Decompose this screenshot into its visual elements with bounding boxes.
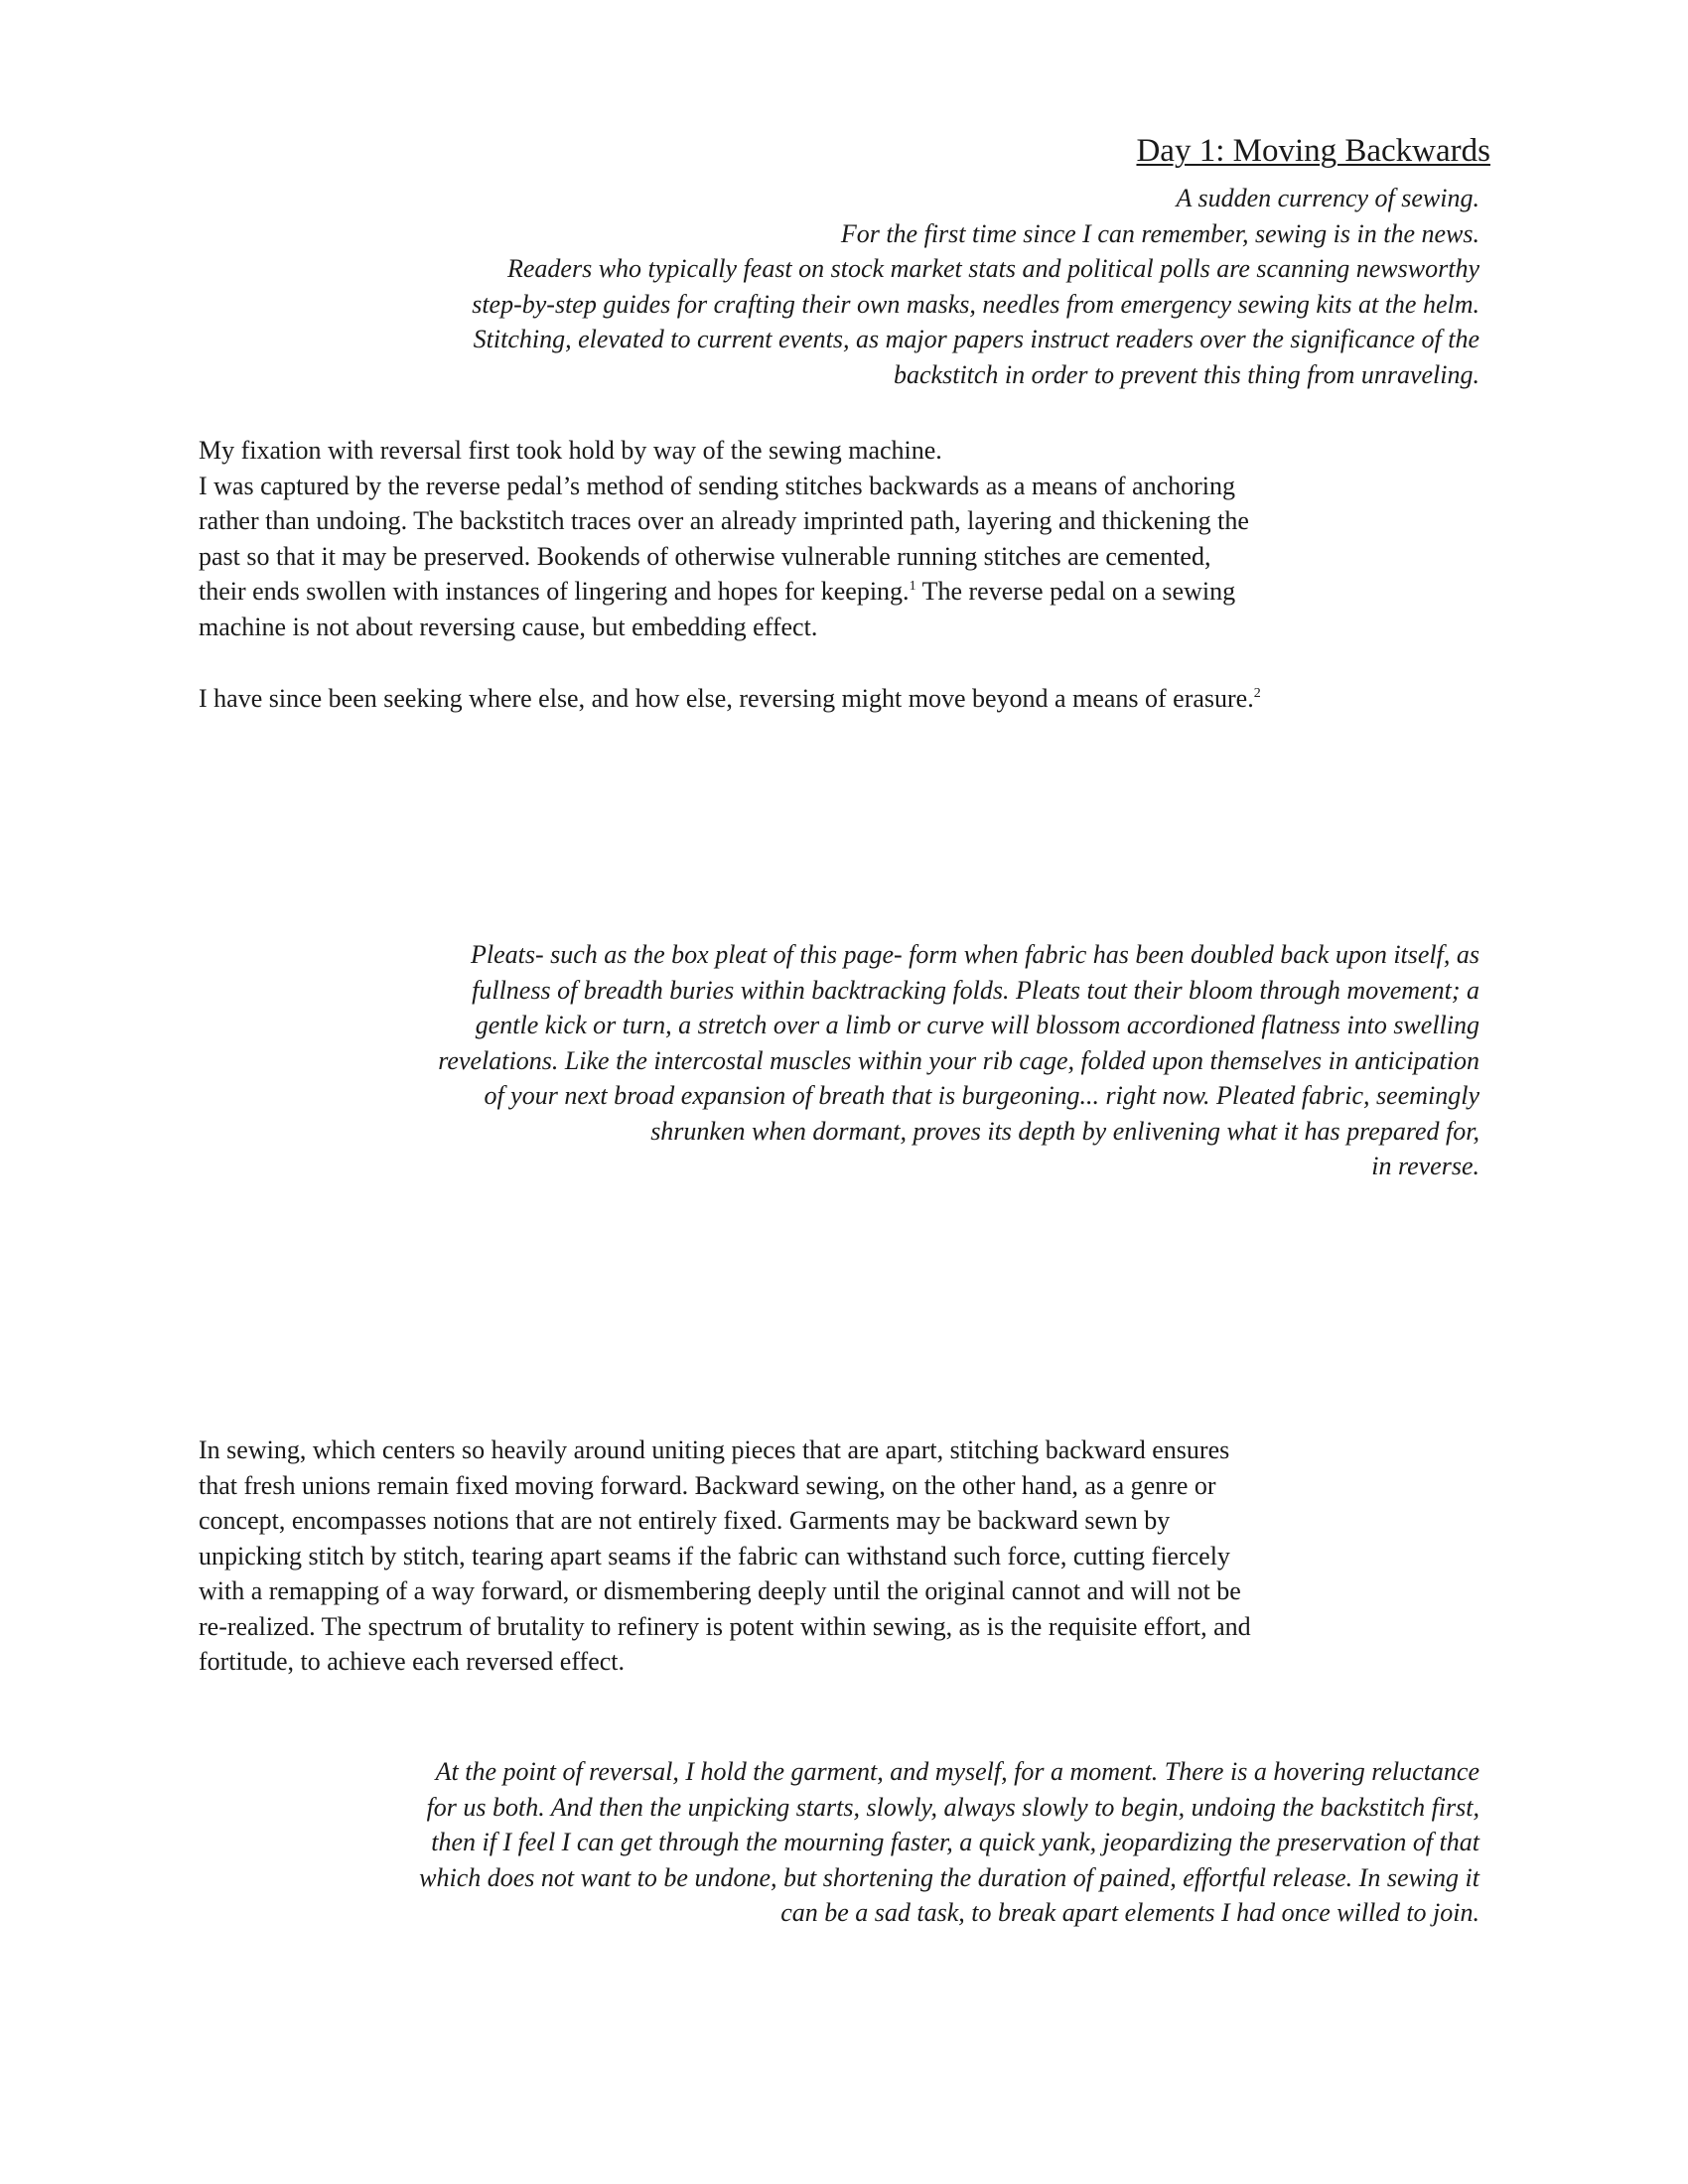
paragraph-line: In sewing, which centers so heavily around uniting pieces that are apart, stitching backward ensures (199, 1435, 1230, 1464)
paragraph-line: unpicking stitch by stitch, tearing apart seams if the fabric can withstand such force, cutting fiercely (199, 1541, 1230, 1570)
reversal-line: which does not want to be undone, but shortening the duration of pained, effortful release. In sewing it (419, 1862, 1479, 1892)
page-title: Day 1: Moving Backwards (1136, 133, 1490, 169)
pleats-line: shrunken when dormant, proves its depth by enlivening what it has prepared for, (650, 1116, 1479, 1146)
pleats-line: in reverse. (1371, 1152, 1479, 1180)
intro-epigraph (199, 181, 1479, 392)
intro-line: step-by-step guides for crafting their own masks, needles from emergency sewing kits at the helm. (472, 289, 1479, 319)
pleats-line: gentle kick or turn, a stretch over a limb or curve will blossom accordioned flatness into swelling (475, 1011, 1479, 1039)
intro-line: Stitching, elevated to current events, as major papers instruct readers over the significance of the (473, 325, 1479, 353)
line-text: I have since been seeking where else, and how else, reversing might move beyond a means of erasure. (199, 684, 1254, 713)
pleats-line: of your next broad expansion of breath that is burgeoning... right now. Pleated fabric, seemingly (484, 1081, 1479, 1110)
paragraph-line: rather than undoing. The backstitch traces over an already imprinted path, layering and thickening the (199, 506, 1249, 535)
line-text: The reverse pedal on a sewing (915, 577, 1236, 606)
paragraph-line: machine is not about reversing cause, but embedding effect. (199, 612, 818, 641)
intro-line: A sudden currency of sewing. (1176, 184, 1479, 212)
intro-line: backstitch in order to prevent this thing from unraveling. (894, 359, 1479, 389)
pleats-line: revelations. Like the intercostal muscles within your rib cage, folded upon themselves in anticipation (438, 1045, 1479, 1075)
paragraph-line: that fresh unions remain fixed moving forward. Backward sewing, on the other hand, as a genre or (199, 1470, 1216, 1500)
body-paragraph-backward-sewing (199, 1433, 1479, 1680)
intro-line: For the first time since I can remember, sewing is in the news. (840, 218, 1479, 248)
paragraph-line: past so that it may be preserved. Bookends of otherwise vulnerable running stitches are cemented, (199, 541, 1211, 571)
paragraph-line: with a remapping of a way forward, or dismembering deeply until the original cannot and will not be (199, 1576, 1241, 1605)
body-paragraph-seeking (199, 681, 1479, 717)
intro-line: Readers who typically feast on stock market stats and political polls are scanning newsworthy (507, 254, 1479, 283)
footnote-marker[interactable]: 1 (909, 579, 916, 594)
pleats-line: fullness of breadth buries within backtracking folds. Pleats tout their bloom through movement; a (472, 975, 1479, 1005)
reversal-line: can be a sad task, to break apart elements I had once willed to join. (780, 1898, 1479, 1927)
pleats-line: Pleats- such as the box pleat of this page- form when fabric has been doubled back upon itself, as (470, 940, 1479, 969)
paragraph-line: My fixation with reversal first took hold by way of the sewing machine. (199, 436, 942, 465)
paragraph-line: concept, encompasses notions that are not entirely fixed. Garments may be backward sewn by (199, 1506, 1171, 1535)
paragraph-line: I was captured by the reverse pedal’s method of sending stitches backwards as a means of anchoring (199, 471, 1235, 500)
paragraph-line: fortitude, to achieve each reversed effect. (199, 1647, 625, 1676)
paragraph-line (199, 681, 1479, 717)
reversal-passage (199, 1754, 1479, 1931)
reversal-line: for us both. And then the unpicking starts, slowly, always slowly to begin, undoing the backstitch first, (426, 1792, 1479, 1822)
reversal-line: then if I feel I can get through the mourning faster, a quick yank, jeopardizing the preservation of that (431, 1828, 1479, 1856)
pleats-passage (199, 937, 1479, 1184)
reversal-line: At the point of reversal, I hold the garment, and myself, for a moment. There is a hovering reluctance (435, 1757, 1479, 1786)
paragraph-line (199, 574, 1479, 610)
footnote-marker[interactable]: 2 (1253, 686, 1261, 701)
line-text: their ends swollen with instances of lingering and hopes for keeping. (199, 577, 910, 606)
body-paragraph-reversal (199, 433, 1479, 644)
paragraph-line: re-realized. The spectrum of brutality to refinery is potent within sewing, as is the requisite effort, and (199, 1611, 1251, 1641)
